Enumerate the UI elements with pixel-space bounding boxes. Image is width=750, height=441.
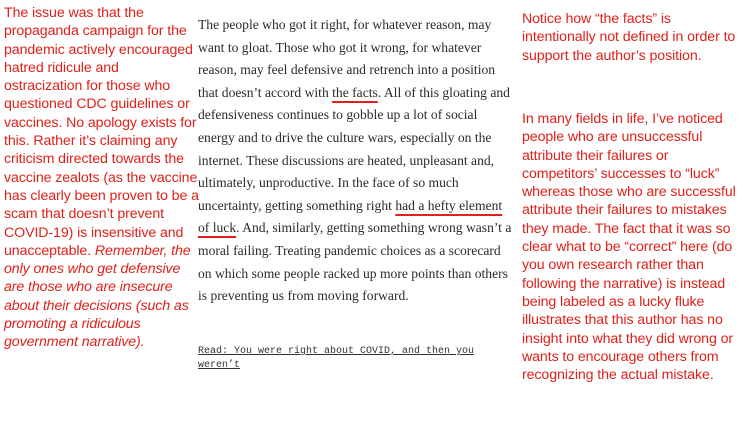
- article-text-part-2: . All of this gloating and defensiveness continues to gobble up a lot of social energy and to drive the culture wars, especially on the internet. These discussions are heated, unpleasant and, ultimately, unproductive. In the face of so much uncertainty, getting something right: [198, 84, 510, 213]
- highlighted-phrase-element-of-luck: had a hefty element of luck: [198, 197, 503, 236]
- highlighted-phrase-the-facts: the facts: [332, 84, 378, 100]
- left-annotation-italic-text: Remember, the only ones who get defensive are those who are insecure about their decisions (such as promoting a ridiculous government narrative).: [4, 242, 191, 351]
- left-annotation: [4, 4, 200, 352]
- right-annotation-top: Notice how “the facts” is intentionally not defined in order to support the author’s position.: [522, 11, 736, 64]
- article-text-part-3: . And, similarly, getting something wrong wasn’t a moral failing. Treating pandemic choices as a scorecard on which some people racked up more points than others is preventing us from moving forward.: [198, 220, 512, 304]
- right-annotation-bottom: In many fields in life, I’ve noticed people who are unsuccessful attribute their failures or competitors’ successes to “luck” whereas those who are successful attribute their failures to mistakes they made. The fact that it was so clear what to be “correct” here (do you own research rather than following the narrative) is instead being labeled as a lucky fluke illustrates that this author has no insight into what they did wrong or wants to encourage others from recognizing the actual mistake.: [522, 111, 736, 384]
- related-article-link[interactable]: Read: You were right about COVID, and then you weren’t: [198, 346, 475, 371]
- left-annotation-text: The issue was that the propaganda campaign for the pandemic actively encouraged hatred ridicule and ostracization for those who questioned CDC guidelines or vaccines. No apology exists for this. Rather it’s claiming any criticism directed towards the vaccine zealots (as the vaccine has clearly been proven to be a scam that doesn’t prevent COVID-19) is insensitive and unacceptable.: [4, 5, 199, 259]
- article-excerpt: [198, 14, 516, 308]
- article-text-part-1: The people who got it right, for whatever reason, may want to gloat. Those who got it wrong, for whatever reason, may feel defensive and retrench into a position that doesn’t accord with: [198, 17, 496, 100]
